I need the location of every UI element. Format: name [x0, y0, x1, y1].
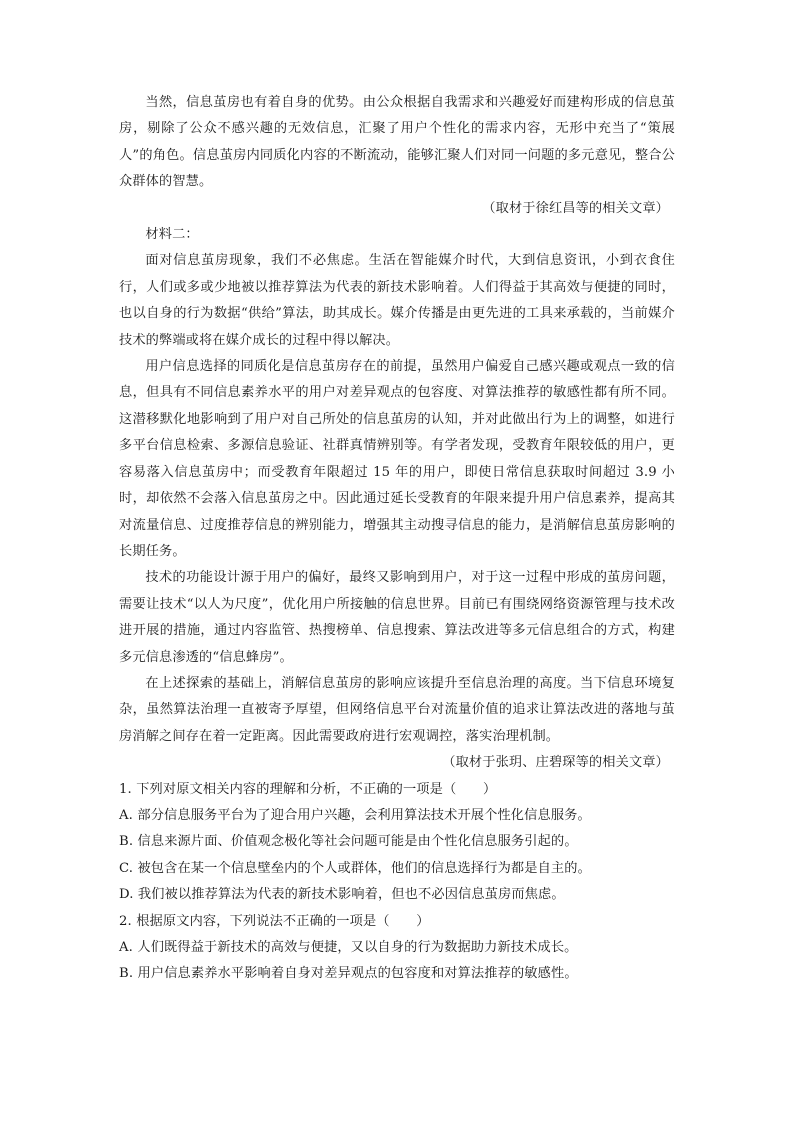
- document-page: [119, 90, 675, 988]
- paragraph: 当然，信息茧房也有着自身的优势。由公众根据自我需求和兴趣爱好而建构形成的信息茧房，剔除了公众不感兴趣的无效信息，汇聚了用户个性化的需求内容，无形中充当了“策展人”的角色。信息茧房内同质化内容的不断流动，能够汇聚人们对同一问题的多元意见，整合公众群体的智慧。: [119, 95, 675, 190]
- question-1-option-c: C. 被包含在某一个信息壁垒内的个人或群体，他们的信息选择行为都是自主的。: [119, 860, 591, 876]
- paragraph: 用户信息选择的同质化是信息茧房存在的前提，虽然用户偏爱自己感兴趣或观点一致的信息，但具有不同信息素养水平的用户对差异观点的包容度、对算法推荐的敏感性都有所不同。这潜移默化地影响到了用户对自己所处的信息茧房的认知，并对此做出行为上的调整，如进行多平台信息检索、多源信息验证、社群真情辨别等。有学者发现，受教育年限较低的用户，更容易落入信息茧房中；而受教育年限超过 15 年的用户，即使日常信息获取时间超过 3.9 小时，却依然不会落入信息茧房之中。因此通过延长受教育的年限来提升用户信息素养，提高其对流量信息、过度推荐信息的辨别能力，增强其主动搜寻信息的能力，是消解信息茧房影响的长期任务。: [119, 359, 675, 559]
- question-1-option-a: A. 部分信息服务平台为了迎合用户兴趣，会利用算法技术开展个性化信息服务。: [119, 807, 591, 823]
- paragraph: 技术的功能设计源于用户的偏好，最终又影响到用户，对于这一过程中形成的茧房问题，需要让技术“以人为尺度”，优化用户所接触的信息世界。目前已有围绕网络资源管理与技术改进开展的措施，通过内容监管、热搜榜单、信息搜索、算法改进等多元信息组合的方式，构建多元信息渗透的“信息蜂房”。: [119, 570, 675, 665]
- question-2-option-b: B. 用户信息素养水平影响着自身对差异观点的包容度和对算法推荐的敏感性。: [119, 966, 578, 982]
- source-citation: （取材于徐红昌等的相关文章）: [482, 200, 669, 216]
- section-heading-material-2: 材料二：: [145, 227, 199, 243]
- question-1-stem: 1. 下列对原文相关内容的理解和分析，不正确的一项是（ ）: [119, 781, 497, 797]
- question-1-option-b: B. 信息来源片面、价值观念极化等社会问题可能是由个性化信息服务引起的。: [119, 834, 578, 850]
- question-2-option-a: A. 人们既得益于新技术的高效与便捷，又以自身的行为数据助力新技术成长。: [119, 940, 578, 955]
- paragraph: 在上述探索的基础上，消解信息茧房的影响应该提升至信息治理的高度。当下信息环境复杂，虽然算法治理一直被寄予厚望，但网络信息平台对流量价值的追求让算法改进的落地与茧房消解之间存在着一定距离。因此需要政府进行宏观调控，落实治理机制。: [119, 675, 675, 744]
- question-2-stem: 2. 根据原文内容，下列说法不正确的一项是（ ）: [119, 913, 430, 929]
- question-1-option-d: D. 我们被以推荐算法为代表的新技术影响着，但也不必因信息茧房而焦虑。: [119, 887, 565, 903]
- paragraph: 面对信息茧房现象，我们不必焦虑。生活在智能媒介时代，大到信息资讯，小到衣食住行，人们或多或少地被以推荐算法为代表的新技术影响着。人们得益于其高效与便捷的同时，也以自身的行为数据“供给”算法，助其成长。媒介传播是由更先进的工具来承载的，当前媒介技术的弊端或将在媒介成长的过程中得以解决。: [119, 253, 675, 348]
- source-citation: （取材于张玥、庄碧琛等的相关文章）: [442, 755, 669, 771]
